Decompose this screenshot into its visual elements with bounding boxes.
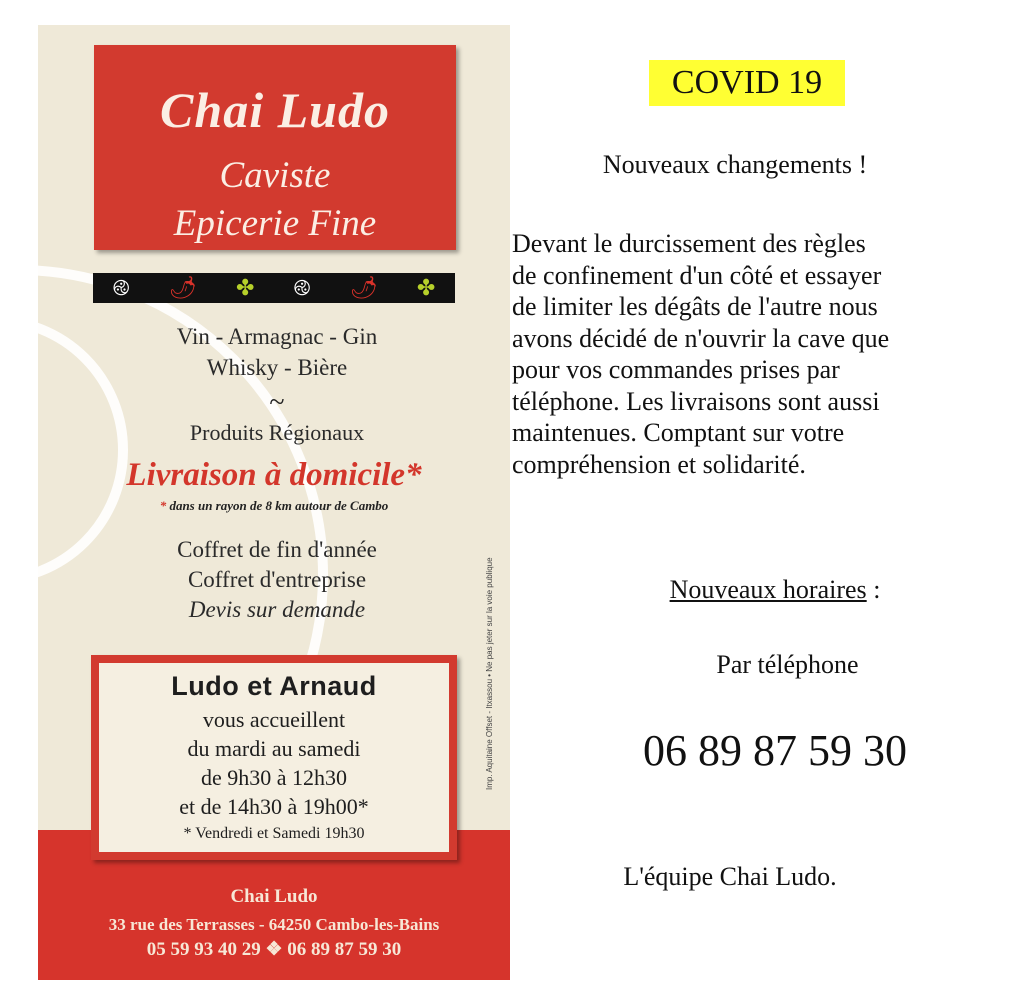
triskel-icon: ࿋ <box>293 275 311 300</box>
products-line-1: Vin - Armagnac - Gin <box>176 324 378 349</box>
hours-line-3: de 9h30 à 12h30 <box>200 765 348 790</box>
delivery-note <box>58 498 490 514</box>
flyer-footer <box>38 885 510 963</box>
paragraph-line: avons décidé de n'ouvrir la cave que <box>512 323 890 353</box>
delivery-note-text: dans un rayon de 8 km autour de Cambo <box>169 498 389 513</box>
lauburu-icon: ✤ <box>235 275 255 300</box>
footer-phones <box>38 937 510 963</box>
shop-subtitle-caviste: Caviste <box>219 155 331 196</box>
shop-name: Chai Ludo <box>160 82 390 138</box>
paragraph-line: pour vos commandes prises par <box>512 355 840 384</box>
hours-line-2: du mardi au samedi <box>187 736 361 761</box>
chili-pepper-icon: 🌶 <box>349 275 378 300</box>
delivery-note-star: * <box>159 498 167 513</box>
new-hours-colon: : <box>873 575 881 604</box>
paragraph-line: de limiter les dégâts de l'autre nous <box>512 292 878 321</box>
separator-tilde: ~ <box>269 387 285 418</box>
gift-line-3: Devis sur demande <box>188 597 366 622</box>
footer-phone-mobile: 06 89 87 59 30 <box>287 939 402 960</box>
signature: L'équipe Chai Ludo. <box>623 862 837 891</box>
by-phone-label: Par téléphone <box>716 650 859 679</box>
hours-line-4: et de 14h30 à 19h00* <box>179 794 369 819</box>
hours-lines <box>99 705 449 821</box>
decorative-strip <box>93 273 455 303</box>
chili-pepper-icon: 🌶 <box>168 275 197 300</box>
gift-line-2: Coffret d'entreprise <box>187 567 367 592</box>
gift-line-1: Coffret de fin d'année <box>177 537 377 562</box>
covid-heading: COVID 19 <box>649 60 845 106</box>
new-hours-label: Nouveaux horaires <box>669 575 867 604</box>
title-banner <box>94 45 456 250</box>
regional-products: Produits Régionaux <box>189 420 365 445</box>
footer-shop-name: Chai Ludo <box>230 886 318 907</box>
paragraph-line: compréhension et solidarité. <box>512 449 806 479</box>
notice-paragraph <box>512 228 982 480</box>
flyer <box>38 25 510 980</box>
shop-subtitle-epicerie: Epicerie Fine <box>173 203 377 244</box>
hours-note: * Vendredi et Samedi 19h30 <box>183 825 365 842</box>
gift-boxes <box>118 535 436 625</box>
notice-subtitle: Nouveaux changements ! <box>602 150 868 179</box>
footer-address: 33 rue des Terrasses - 64250 Cambo-les-Bains <box>108 915 440 934</box>
home-delivery-title: Livraison à domicile* <box>126 457 422 493</box>
paragraph-line: Devant le durcissement des règles <box>512 229 866 258</box>
paragraph-line: de confinement d'un côté et essayer <box>512 260 882 290</box>
opening-hours-box <box>91 655 457 860</box>
product-list <box>148 321 406 383</box>
paragraph-line: téléphone. Les livraisons sont aussi <box>512 386 880 416</box>
hours-line-1: vous accueillent <box>202 707 346 732</box>
products-line-2: Whisky - Bière <box>206 355 348 380</box>
hosts-names: Ludo et Arnaud <box>171 671 377 701</box>
triskel-icon: ࿋ <box>112 275 130 300</box>
paragraph-line: maintenues. Comptant sur votre <box>512 418 845 447</box>
printer-imprint: Imp. Aquitaine Offset - Itxassou • Ne pas jeter sur la voie publique <box>485 557 494 790</box>
new-hours-heading <box>500 575 1024 605</box>
lauburu-icon: ✤ <box>416 275 436 300</box>
phone-number: 06 89 87 59 30 <box>643 726 907 775</box>
phone-separator-icon: ❖ <box>265 939 283 960</box>
footer-phone-landline: 05 59 93 40 29 <box>146 939 261 960</box>
opening-hours-panel <box>99 663 449 852</box>
